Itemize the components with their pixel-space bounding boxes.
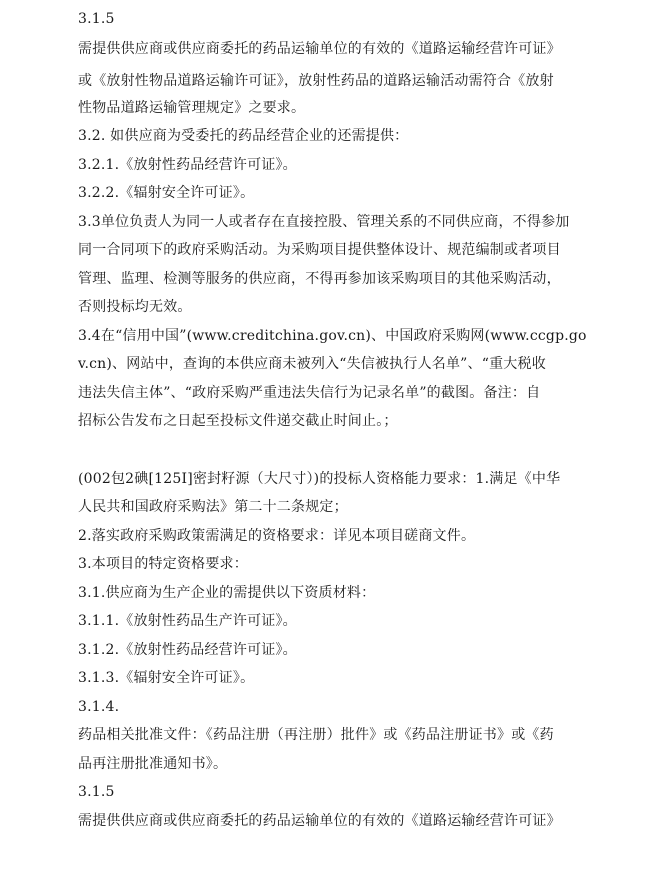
text-line: 3.1.1.《放射性药品生产许可证》。 [78, 613, 297, 629]
text-line: (002包2碘[125I]密封籽源（大尺寸）)的投标人资格能力要求：1.满足《中华 [78, 471, 561, 487]
text-line: 3.3单位负责人为同一人或者存在直接控股、管理关系的不同供应商，不得参加 [78, 214, 570, 230]
text-line: 需提供供应商或供应商委托的药品运输单位的有效的《道路运输经营许可证》 [78, 41, 561, 57]
text-line: 招标公告发布之日起至投标文件递交截止时间止。； [78, 413, 398, 429]
text-line: 3.2.1.《放射性药品经营许可证》。 [78, 157, 297, 173]
text-line: 3.本项目的特定资格要求： [78, 556, 248, 572]
text-line: 性物品道路运输管理规定》之要求。 [78, 100, 306, 116]
text-line: 药品相关批准文件：《药品注册（再注册）批件》或《药品注册证书》或《药 [78, 727, 554, 743]
text-line: 3.1.3.《辐射安全许可证》。 [78, 670, 255, 686]
text-line: 人民共和国政府采购法》第二十二条规定； [78, 499, 348, 515]
text-line: 3.1.4. [78, 699, 120, 715]
text-line: 3.1.供应商为生产企业的需提供以下资质材料： [78, 585, 376, 601]
text-line: v.cn)、网站中，查询的本供应商未被列入“失信被执行人名单”、“重大税收 [78, 356, 546, 372]
text-line: 或《放射性物品道路运输许可证》，放射性药品的道路运输活动需符合《放射 [78, 73, 554, 89]
text-line: 3.1.2.《放射性药品经营许可证》。 [78, 642, 297, 658]
text-line: 3.2.2.《辐射安全许可证》。 [78, 185, 255, 201]
text-line: 2.落实政府采购政策需满足的资格要求：详见本项目磋商文件。 [78, 528, 476, 544]
text-line: 管理、监理、检测等服务的供应商，不得再参加该采购项目的其他采购活动， [78, 271, 561, 287]
text-line: 需提供供应商或供应商委托的药品运输单位的有效的《道路运输经营许可证》 [78, 813, 561, 829]
text-line: 3.2. 如供应商为受委托的药品经营企业的还需提供： [78, 128, 409, 144]
text-line: 3.1.5 [78, 784, 115, 800]
text-line: 3.4在“信用中国”(www.creditchina.gov.cn)、中国政府采购网(www.ccgp.go [78, 328, 587, 344]
text-line: 品再注册批准通知书》。 [78, 756, 228, 772]
text-line: 同一合同项下的政府采购活动。为采购项目提供整体设计、规范编制或者项目 [78, 242, 561, 258]
text-line: 否则投标均无效。 [78, 299, 192, 315]
text-line: 违法失信主体”、“政府采购严重违法失信行为记录名单”的截图。备注：自 [78, 385, 541, 401]
text-line: 3.1.5 [78, 11, 115, 27]
